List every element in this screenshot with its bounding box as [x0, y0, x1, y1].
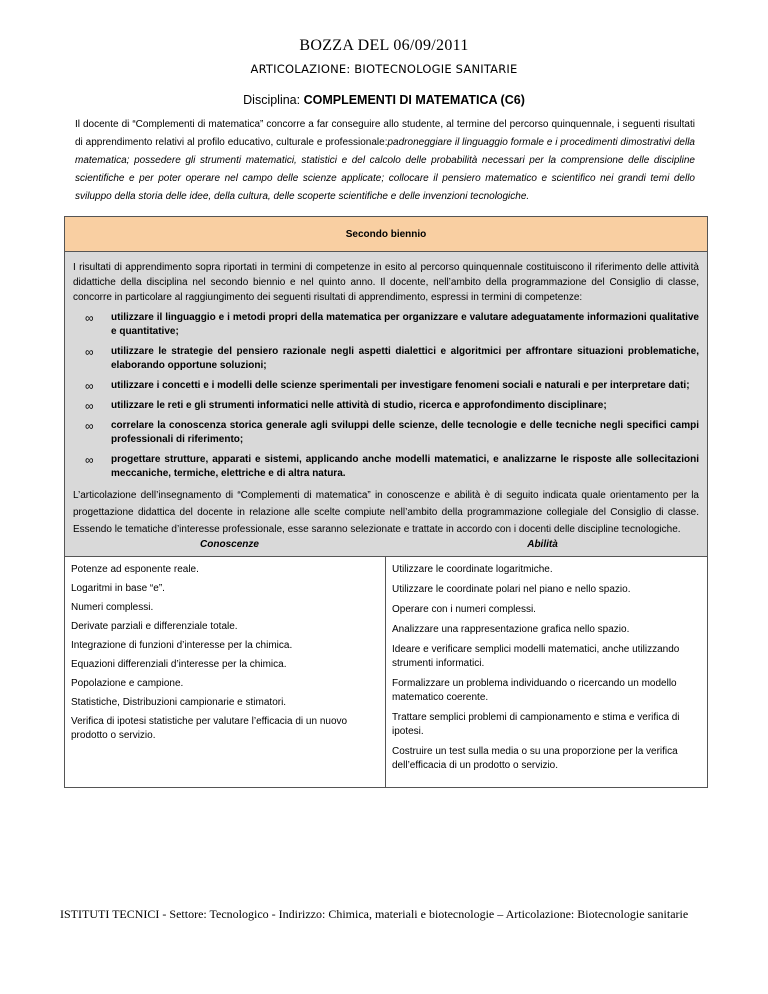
list-item: Integrazione di funzioni d’interesse per la chimica. [71, 640, 293, 651]
curriculum-table [64, 216, 708, 788]
knowledge-skills-columns [65, 557, 707, 787]
list-item: Numeri complessi. [71, 602, 154, 613]
list-item: Derivate parziali e differenziale totale. [71, 621, 238, 632]
list-item: ∞ utilizzare le strategie del pensiero razionale negli aspetti dialettici e algoritmici per affrontare situazioni problematiche, elaborando opportune soluzioni; [73, 345, 699, 373]
infinity-bullet-icon: ∞ [85, 399, 94, 413]
intro-paragraph [75, 116, 695, 206]
list-item: ∞ progettare strutture, apparati e sistemi, applicando anche modelli matematici, e analizzarne le risposte alle sollecitazioni meccaniche, termiche, elettriche e di altra natura. [73, 453, 699, 481]
infinity-bullet-icon: ∞ [85, 345, 94, 359]
discipline-name: COMPLEMENTI DI MATEMATICA (C6) [303, 93, 525, 107]
draft-date-title: BOZZA DEL 06/09/2011 [299, 37, 469, 54]
list-item: Ideare e verificare semplici modelli matematici, anche utilizzando strumenti informatici. [392, 644, 680, 669]
list-item: Utilizzare le coordinate logaritmiche. [392, 564, 553, 575]
articulation-paragraph: L’articolazione dell’insegnamento di “Complementi di matematica” in conoscenze e abilità è di seguito indicata quale orientamento per la progettazione didattica del docente in relazione alle scelte compiute nell’ambito della programmazione collegiale del Consiglio di classe. Essendo le tematiche d’interesse professionale, esse saranno selezionate e trattate in accordo con i docenti delle discipline tecnologiche. [73, 490, 699, 535]
list-item: ∞ utilizzare il linguaggio e i metodi propri della matematica per organizzare e valutare adeguatamente informazioni qualitative e quantitative; [73, 311, 699, 339]
list-item: Verifica di ipotesi statistiche per valutare l’efficacia di un nuovo prodotto o servizio. [71, 716, 348, 741]
intro-italic-text: padroneggiare il linguaggio formale e i procedimenti dimostrativi della matematica; possedere gli strumenti matematici, statistici e del calcolo delle probabilità necessari per la comprensione delle discipline scientifiche e per poter operare nel campo delle scienze applicate; collocare il pensiero matematico e scientifico nei grandi temi dello sviluppo della storia delle idee, della cultura, delle scoperte scientifiche e delle invenzioni tecnologiche. [75, 137, 695, 202]
infinity-bullet-icon: ∞ [85, 419, 94, 433]
list-item: Analizzare una rappresentazione grafica nello spazio. [392, 624, 630, 635]
infinity-bullet-icon: ∞ [85, 311, 94, 325]
column-headers [73, 538, 699, 552]
list-item: Operare con i numeri complessi. [392, 604, 536, 615]
infinity-bullet-icon: ∞ [85, 379, 94, 393]
discipline-label: Disciplina: [243, 93, 304, 107]
competences-intro: I risultati di apprendimento sopra riportati in termini di competenze in esito al percorso quinquennale costituiscono il riferimento delle attività didattiche della disciplina nel secondo biennio e nel quinto anno. Il docente, nell’ambito della programmazione del Consiglio di classe, concorre in particolare al raggiungimento dei seguenti risultati di apprendimento, espressi in termini di competenze: [73, 262, 699, 303]
list-item: Logaritmi in base “e”. [71, 583, 165, 594]
discipline-title [0, 93, 768, 107]
list-item: Costruire un test sulla media o su una proporzione per la verifica dell’efficacia di un prodotto o servizio. [392, 746, 678, 771]
articolazione-title: ARTICOLAZIONE: BIOTECNOLOGIE SANITARIE [250, 62, 518, 76]
list-item: Utilizzare le coordinate polari nel piano e nello spazio. [392, 584, 631, 595]
page-footer: ISTITUTI TECNICI - Settore: Tecnologico - Indirizzo: Chimica, materiali e biotecnologie – Articolazione: Biotecnologie sanitarie [60, 907, 689, 921]
section-header: Secondo biennio [65, 217, 707, 252]
list-item: ∞ utilizzare i concetti e i modelli delle scienze sperimentali per investigare fenomeni sociali e naturali e per interpretare dati; [73, 379, 699, 393]
list-item: ∞ utilizzare le reti e gli strumenti informatici nelle attività di studio, ricerca e approfondimento disciplinare; [73, 399, 699, 413]
list-item: Potenze ad esponente reale. [71, 564, 199, 575]
intro-plain-text: Il docente di “Complementi di matematica” concorre a far conseguire allo studente, al termine del percorso quinquennale, i seguenti risultati di apprendimento relativi al profilo educativo, culturale e professionale: [75, 119, 695, 148]
competences-section [65, 252, 707, 557]
abilita-column [386, 557, 707, 787]
results-list [73, 311, 699, 481]
list-item: Equazioni differenziali d’interesse per la chimica. [71, 659, 287, 670]
list-item: Statistiche, Distribuzioni campionarie e stimatori. [71, 697, 287, 708]
conoscenze-column [65, 557, 386, 787]
infinity-bullet-icon: ∞ [85, 453, 94, 467]
conoscenze-header: Conoscenze [200, 539, 259, 550]
list-item: Popolazione e campione. [71, 678, 184, 689]
list-item: Trattare semplici problemi di campionamento e stima e verifica di ipotesi. [392, 712, 680, 737]
abilita-header: Abilità [527, 539, 558, 550]
list-item: Formalizzare un problema individuando o ricercando un modello matematico coerente. [392, 678, 677, 703]
list-item: ∞ correlare la conoscenza storica generale agli sviluppi delle scienze, delle tecnologie e delle tecniche negli specifici campi professionali di riferimento; [73, 419, 699, 447]
